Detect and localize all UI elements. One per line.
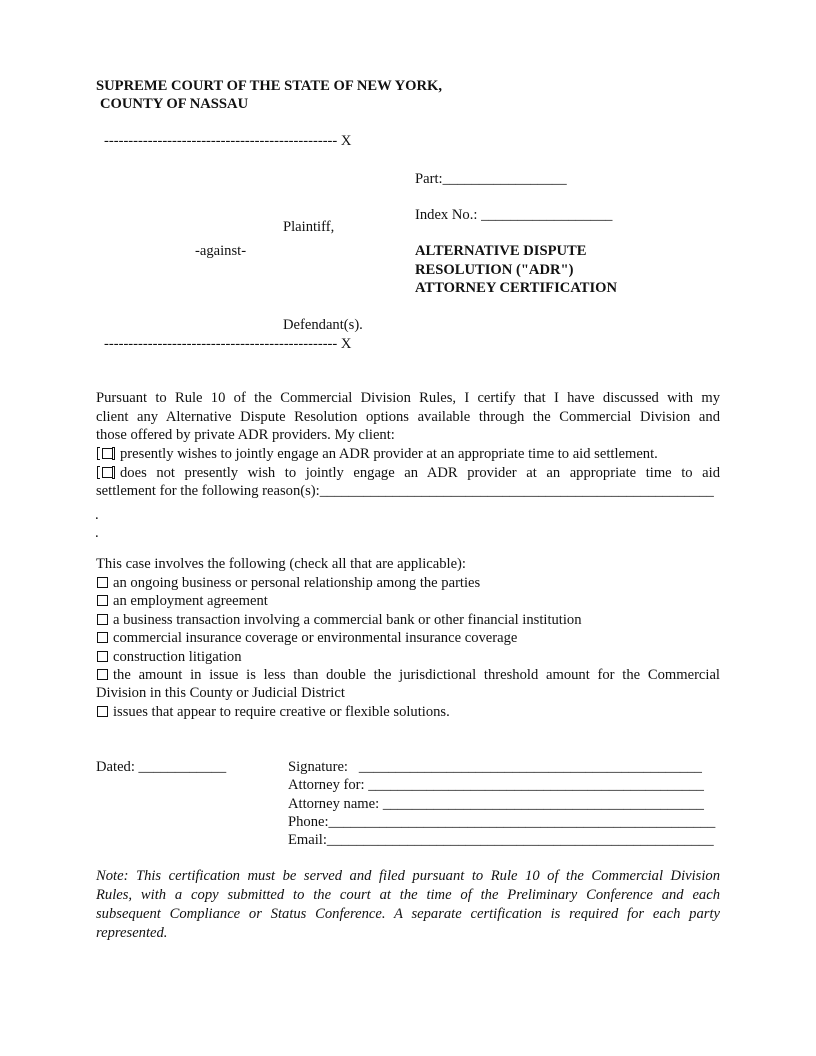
checkbox[interactable] <box>97 706 108 717</box>
case-item[interactable]: a business transaction involving a commercial bank or other financial institution <box>97 611 582 629</box>
court-name: SUPREME COURT OF THE STATE OF NEW YORK, <box>96 78 443 94</box>
note-text: subsequent Compliance or Status Conference. A separate certification is required for each party <box>96 906 720 922</box>
county-name: COUNTY OF NASSAU <box>100 96 249 112</box>
checkbox[interactable] <box>97 614 108 625</box>
case-item[interactable]: an employment agreement <box>97 592 268 610</box>
doc-title-2: RESOLUTION ("ADR") <box>415 262 574 278</box>
attorney-name-field[interactable]: Attorney name: ____________________________________________ <box>288 796 704 812</box>
checkbox[interactable] <box>97 651 108 662</box>
reason-field[interactable]: settlement for the following reason(s):______________________________________________________ <box>96 483 714 499</box>
email-field[interactable]: Email:_____________________________________________________ <box>288 832 714 848</box>
checkbox[interactable] <box>97 577 108 588</box>
note-text: represented. <box>96 925 168 941</box>
adr-option-2[interactable] <box>97 464 720 482</box>
checkbox[interactable] <box>97 632 108 643</box>
note-text: Rules, with a copy submitted to the court at the time of the Preliminary Conference and each <box>96 887 720 903</box>
attorney-for-field[interactable]: Attorney for: ______________________________________________ <box>288 777 704 793</box>
against-label: -against- <box>195 243 247 259</box>
checkbox[interactable] <box>97 669 108 680</box>
plaintiff-label: Plaintiff, <box>283 219 335 235</box>
case-intro: This case involves the following (check all that are applicable): <box>96 556 466 572</box>
case-item-continued: Division in this County or Judicial District <box>96 685 345 701</box>
phone-field[interactable]: Phone:_____________________________________________________ <box>288 814 716 830</box>
defendant-label: Defendant(s). <box>283 317 363 333</box>
case-item[interactable]: the amount in issue is less than double the jurisdictional threshold amount for the Commercial <box>97 666 720 684</box>
caption-divider-top: ------------------------------------------------ X <box>104 133 352 149</box>
part-field[interactable]: Part:_________________ <box>415 171 567 187</box>
checkbox[interactable] <box>97 447 100 460</box>
index-number-field[interactable]: Index No.: __________________ <box>415 207 613 223</box>
checkbox[interactable] <box>97 595 108 606</box>
note-text: Note: This certification must be served and filed pursuant to Rule 10 of the Commercial Division <box>96 868 720 884</box>
cert-text: those offered by private ADR providers. My client: <box>96 427 395 443</box>
cert-text: client any Alternative Dispute Resolution options available through the Commercial Division and <box>96 409 720 425</box>
case-item[interactable]: construction litigation <box>97 648 242 666</box>
cert-text: Pursuant to Rule 10 of the Commercial Division Rules, I certify that I have discussed with my <box>96 390 720 406</box>
adr-option-1[interactable] <box>97 445 658 463</box>
doc-title-3: ATTORNEY CERTIFICATION <box>415 280 618 296</box>
caption-divider-bottom: ------------------------------------------------ X <box>104 336 352 352</box>
case-item[interactable]: issues that appear to require creative or flexible solutions. <box>97 703 450 721</box>
case-item[interactable]: commercial insurance coverage or environmental insurance coverage <box>97 629 517 647</box>
signature-field[interactable]: Signature: _______________________________________________ <box>288 759 702 775</box>
checkbox[interactable] <box>97 466 100 479</box>
option-label: presently wishes to jointly engage an ADR provider at an appropriate time to aid settlement. <box>120 446 658 462</box>
option-label: does not presently wish to jointly engage an ADR provider at an appropriate time to aid <box>120 465 720 481</box>
dot: . <box>95 525 99 541</box>
dot: . <box>95 507 99 523</box>
doc-title-1: ALTERNATIVE DISPUTE <box>415 243 587 259</box>
dated-field[interactable]: Dated: ____________ <box>96 759 227 775</box>
case-item[interactable]: an ongoing business or personal relationship among the parties <box>97 574 480 592</box>
